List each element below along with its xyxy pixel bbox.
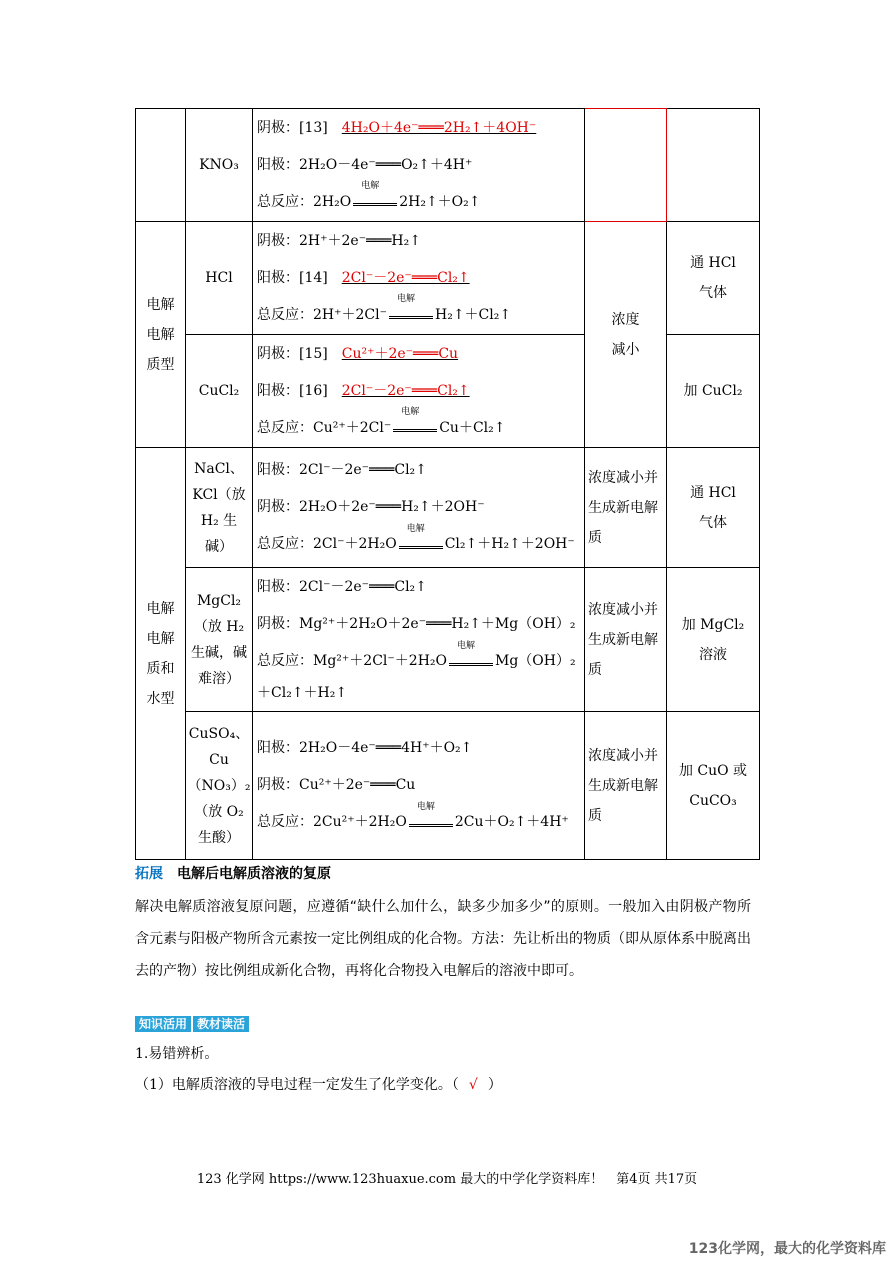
blank-number: [16] [299,382,328,399]
electrolysis-arrow: 电解 [399,536,443,549]
cathode-equation: 2H⁺＋2e⁻═══H₂↑ [299,232,421,249]
total-reactants: 2H⁺＋2Cl⁻ [313,306,387,323]
cathode-answer: 4H₂O＋4e⁻═══2H₂↑＋4OH⁻ [341,119,537,136]
badge-textbook: 教材读活 [193,1016,249,1032]
cathode-answer: Cu²⁺＋2e⁻═══Cu [341,345,459,362]
cathode-label: 阴极： [257,777,299,793]
question-1-answer: √ [468,1077,478,1093]
anode-equation: 2H₂O－4e⁻═══O₂↑＋4H⁺ [299,156,473,173]
table-row [136,222,760,335]
electrode-reactions [253,712,585,860]
table-row [136,109,760,222]
type-cell: 电解电解质型 [136,222,186,448]
watermark: 123化学网，最大的化学资料库 [688,1241,886,1257]
extension-title: 电解后电解质溶液的复原 [177,866,331,882]
type-cell [136,109,186,222]
change-cell: 浓度减小并生成新电解质 [585,448,667,568]
cathode-label: 阴极： [257,119,299,136]
change-cell: 浓度减小 [585,222,667,448]
total-products: H₂↑＋Cl₂↑ [435,306,512,323]
anode-answer: 2Cl⁻－2e⁻═══Cl₂↑ [341,382,470,399]
total-reactants: Cu²⁺＋2Cl⁻ [313,419,392,436]
cathode-label: 阴极： [257,499,299,515]
cathode-label: 阴极： [257,345,299,362]
change-cell [585,109,667,222]
total-label: 总反应： [257,653,313,669]
cathode-equation: Mg²⁺＋2H₂O＋2e⁻═══H₂↑＋Mg（OH）₂ [299,616,576,632]
electrode-reactions [253,448,585,568]
electrolyte-cell: MgCl₂（放 H₂ 生碱，碱难溶） [186,568,253,712]
anode-label: 阳极： [257,740,299,756]
total-label: 总反应： [257,419,313,436]
electrode-reactions [253,335,585,448]
restore-cell: 加 MgCl₂ 溶液 [667,568,760,712]
total-reactants: 2H₂O [313,193,352,210]
total-label: 总反应： [257,193,313,210]
restore-cell [667,109,760,222]
electrode-reactions [253,109,585,222]
total-products: Mg（OH）₂ [495,653,576,669]
restore-cell: 通 HCl 气体 [667,222,760,335]
change-cell: 浓度减小并生成新电解质 [585,568,667,712]
cathode-equation: 2H₂O＋2e⁻═══H₂↑＋2OH⁻ [299,499,485,515]
blank-number: [13] [299,119,328,136]
anode-equation: 2Cl⁻－2e⁻═══Cl₂↑ [299,462,427,478]
extension-body: 解决电解质溶液复原问题，应遵循“缺什么加什么，缺多少加多少”的原则。一般加入由阴极产物所含元素与阳极产物所含元素按一定比例组成的化合物。方法：先让析出的物质（即从原体系中脱离出去的产物）按比例组成新化合物，再将化合物投入电解后的溶液中即可。 [135,899,751,979]
total-reactants: 2Cu²⁺＋2H₂O [313,814,407,830]
anode-label: 阳极： [257,462,299,478]
restore-cell: 加 CuCl₂ [667,335,760,448]
anode-equation: 2Cl⁻－2e⁻═══Cl₂↑ [299,579,427,595]
electrolysis-arrow: 电解 [393,419,437,432]
electrode-reactions [253,222,585,335]
total-reactants: 2Cl⁻＋2H₂O [313,536,397,552]
total-products-continued: ＋Cl₂↑＋H₂↑ [257,685,348,701]
electrode-reactions [253,568,585,712]
section-badges [135,1016,251,1032]
badge-knowledge-use: 知识活用 [135,1016,191,1032]
cathode-label: 阴极： [257,232,299,249]
anode-answer: 2Cl⁻－2e⁻═══Cl₂↑ [341,269,470,286]
cathode-label: 阴极： [257,616,299,632]
question-1: （1）电解质溶液的导电过程一定发生了化学变化。（ √ ） [135,1077,502,1093]
blank-number: [14] [299,269,328,286]
total-label: 总反应： [257,536,313,552]
anode-label: 阳极： [257,156,299,173]
electrolyte-cell: CuSO₄、Cu（NO₃）₂（放 O₂ 生酸） [186,712,253,860]
anode-label: 阳极： [257,579,299,595]
anode-equation: 2H₂O－4e⁻═══4H⁺＋O₂↑ [299,740,473,756]
electrolyte-cell: HCl [186,222,253,335]
type-cell: 电解电解质和水型 [136,448,186,860]
page-footer: 123 化学网 https://www.123huaxue.com 最大的中学化学资料库！ 第4页 共17页 [196,1172,698,1187]
electrolysis-arrow: 电解 [409,814,453,827]
blank-number: [15] [299,345,328,362]
extension-heading [135,863,331,883]
electrolysis-arrow: 电解 [353,193,397,206]
total-products: Cl₂↑＋H₂↑＋2OH⁻ [444,536,575,552]
electrolyte-cell: CuCl₂ [186,335,253,448]
anode-label: 阳极： [257,382,299,399]
total-label: 总反应： [257,306,313,323]
table-row [136,568,760,712]
total-products: Cu＋Cl₂↑ [439,419,506,436]
electrolysis-arrow: 电解 [449,653,493,666]
electrolysis-arrow: 电解 [389,306,433,319]
cathode-equation: Cu²⁺＋2e⁻═══Cu [299,777,416,793]
restore-cell: 通 HCl 气体 [667,448,760,568]
table-row [136,448,760,568]
restore-cell: 加 CuO 或 CuCO₃ [667,712,760,860]
electrolyte-cell: KNO₃ [186,109,253,222]
extension-keyword: 拓展 [135,866,163,882]
table-row [136,712,760,860]
electrolyte-cell: NaCl、KCl（放 H₂ 生碱） [186,448,253,568]
question-1-text: （1）电解质溶液的导电过程一定发生了化学变化。（ [135,1077,459,1093]
total-products: 2Cu＋O₂↑＋4H⁺ [454,814,569,830]
total-reactants: Mg²⁺＋2Cl⁻＋2H₂O [313,653,447,669]
question-heading: 1.易错辨析。 [135,1046,219,1062]
change-cell: 浓度减小并生成新电解质 [585,712,667,860]
electrolysis-table [135,108,760,860]
total-label: 总反应： [257,814,313,830]
total-products: 2H₂↑＋O₂↑ [399,193,481,210]
anode-label: 阳极： [257,269,299,286]
table-row [136,335,760,448]
